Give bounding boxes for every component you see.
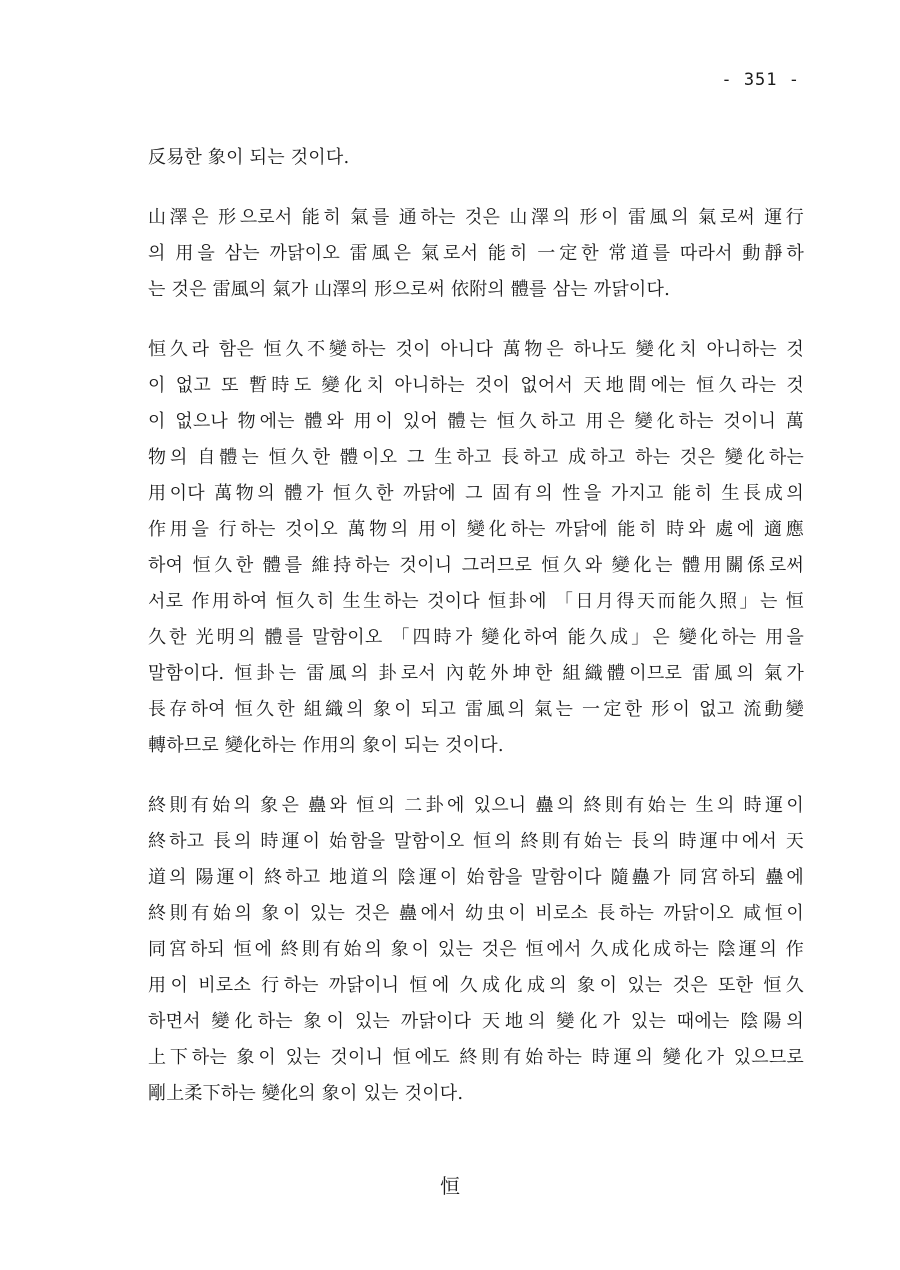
- text-line: 久한 光明의 體를 말함이오 「四時가 變化하여 能久成」은 變化하는 用을: [148, 627, 804, 648]
- text-line: 는 것은 雷風의 氣가 山澤의 形으로써 依附의 體를 삼는 까닭이다.: [148, 279, 671, 300]
- paragraph-1: [148, 140, 804, 176]
- text-line: 하여 恒久한 體를 維持하는 것이니 그러므로 恒久와 變化는 體用關係로써: [148, 555, 804, 576]
- paragraph-4: [148, 788, 804, 1112]
- text-line: 恒久라 함은 恒久不變하는 것이 아니다 萬物은 하나도 變化치 아니하는 것: [148, 339, 804, 360]
- text-line: 말함이다. 恒卦는 雷風의 卦로서 內乾外坤한 組織體이므로 雷風의 氣가: [148, 663, 804, 684]
- text-line: 作用을 行하는 것이오 萬物의 用이 變化하는 까닭에 能히 時와 處에 適應: [148, 519, 804, 540]
- text-line: 終則有始의 象은 蠱와 恒의 二卦에 있으니 蠱의 終則有始는 生의 時運이: [148, 795, 804, 816]
- text-line: 山澤은 形으로서 能히 氣를 通하는 것은 山澤의 形이 雷風의 氣로써 運行: [148, 207, 804, 228]
- text-line: 終則有始의 象이 있는 것은 蠱에서 幼虫이 비로소 長하는 까닭이오 咸恒이: [148, 903, 804, 924]
- text-line: 同宮하되 恒에 終則有始의 象이 있는 것은 恒에서 久成化成하는 陰運의 作: [148, 939, 804, 960]
- text-line: 道의 陽運이 終하고 地道의 陰運이 始함을 말함이다 隨蠱가 同宮하되 蠱에: [148, 867, 804, 888]
- text-line: 轉하므로 變化하는 作用의 象이 되는 것이다.: [148, 735, 504, 756]
- paragraph-2: [148, 200, 804, 308]
- text-line: 이 없고 또 暫時도 變化치 아니하는 것이 없어서 天地間에는 恒久라는 것: [148, 375, 804, 396]
- text-line: 上下하는 象이 있는 것이니 恒에도 終則有始하는 時運의 變化가 있으므로: [148, 1047, 804, 1068]
- text-line: 剛上柔下하는 變化의 象이 있는 것이다.: [148, 1083, 464, 1104]
- text-line: 用이 비로소 行하는 까닭이니 恒에 久成化成의 象이 있는 것은 또한 恒久: [148, 975, 804, 996]
- text-line: 終하고 長의 時運이 始함을 말함이오 恒의 終則有始는 長의 時運中에서 天: [148, 831, 804, 852]
- text-line: 의 用을 삼는 까닭이오 雷風은 氣로서 能히 一定한 常道를 따라서 動靜하: [148, 243, 804, 264]
- page-number: - 351 -: [721, 70, 800, 90]
- page-footer-title: 恒: [440, 1174, 460, 1198]
- text-line: 物의 自體는 恒久한 體이오 그 生하고 長하고 成하고 하는 것은 變化하는: [148, 447, 804, 468]
- text-line: 하면서 變化하는 象이 있는 까닭이다 天地의 變化가 있는 때에는 陰陽의: [148, 1011, 804, 1032]
- text-line: 서로 作用하여 恒久히 生生하는 것이다 恒卦에 「日月得天而能久照」는 恒: [148, 591, 804, 612]
- text-line: 長存하여 恒久한 組織의 象이 되고 雷風의 氣는 一定한 形이 없고 流動變: [148, 699, 804, 720]
- text-line: 反易한 象이 되는 것이다.: [148, 147, 350, 168]
- paragraph-3: [148, 332, 804, 764]
- text-line: 이 없으나 物에는 體와 用이 있어 體는 恒久하고 用은 變化하는 것이니 萬: [148, 411, 804, 432]
- text-line: 用이다 萬物의 體가 恒久한 까닭에 그 固有의 性을 가지고 能히 生長成의: [148, 483, 804, 504]
- body-text: [148, 140, 804, 1136]
